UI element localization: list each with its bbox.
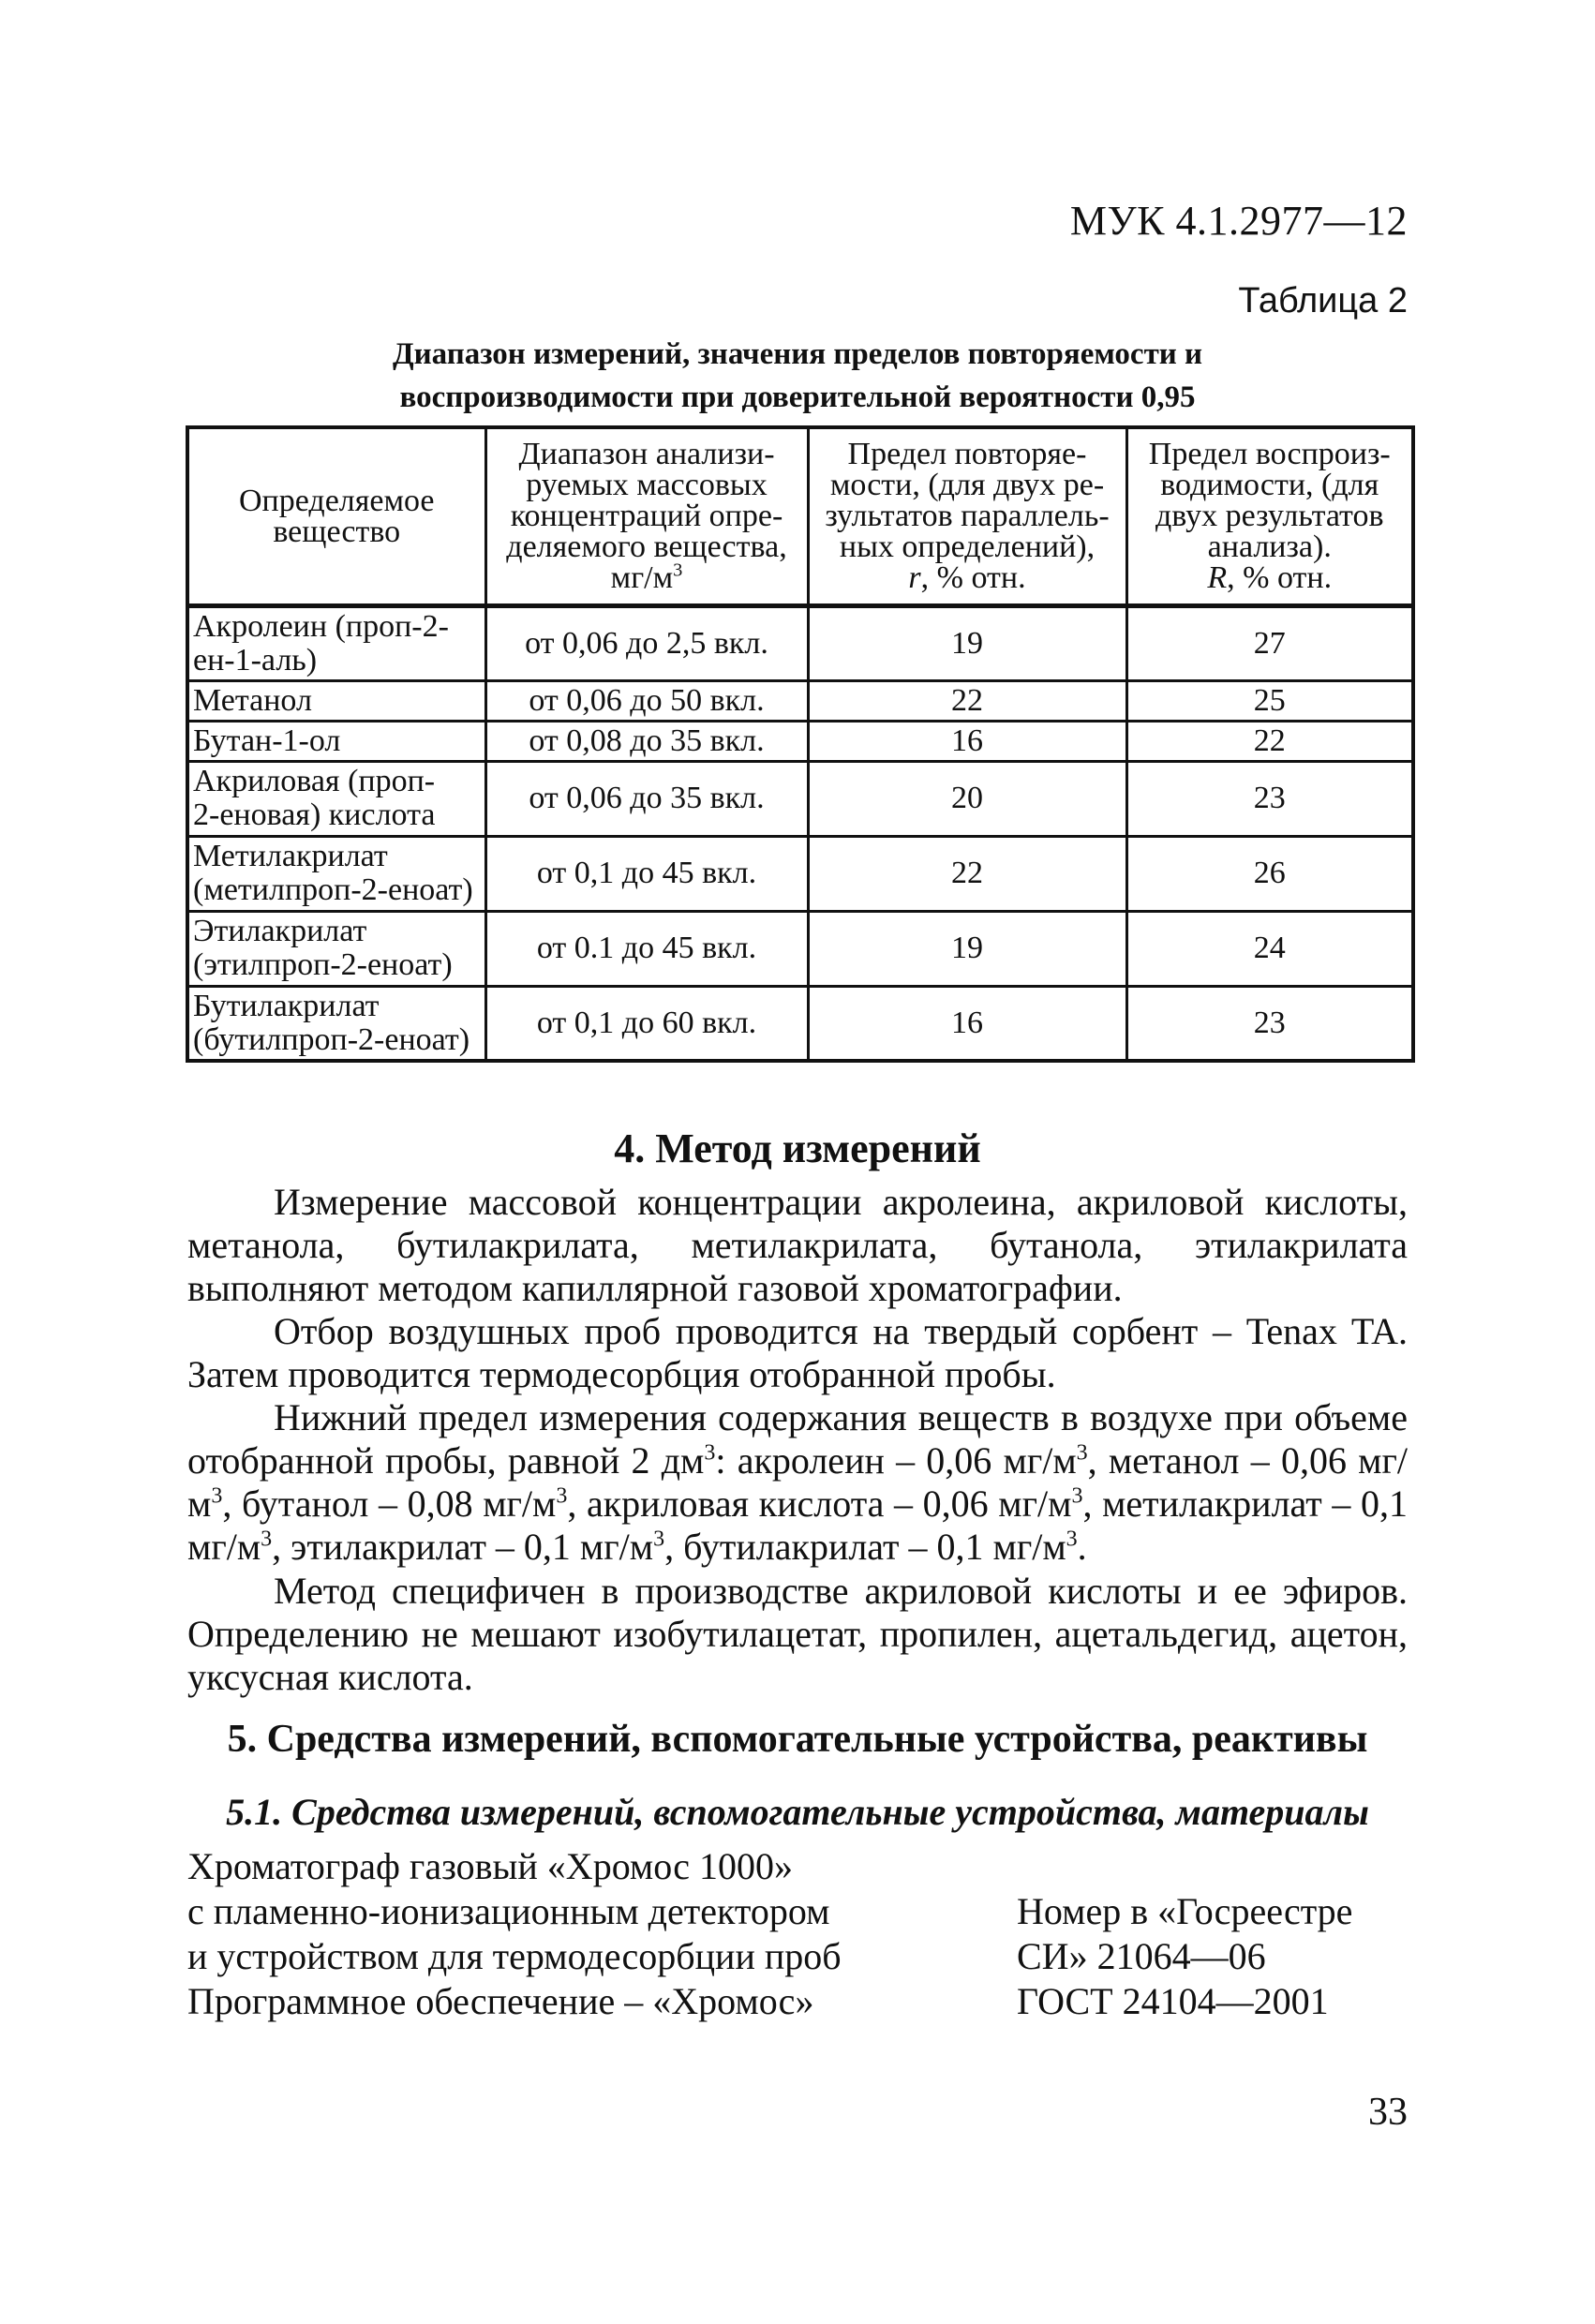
symbol-r: r [908,560,921,596]
text-run: . [1077,1526,1087,1568]
table-title-line: Диапазон измерений, значения пределов повторяемости и [392,337,1203,371]
substance-line: (этилпроп-2-еноат) [193,947,453,982]
substance-line: ен-1-аль) [193,642,318,678]
header-reproducibility-line: двух результатов [1155,499,1384,534]
equipment-list [187,1844,842,2024]
section-5-heading: 5. Средства измерений, вспомогательные устройства, реактивы [227,1718,1368,1761]
substance-line: Этилакрилат [193,914,367,948]
header-repeatability-unit [815,560,1120,596]
substance-cell [187,605,485,680]
substance-line: Акролеин (проп-2- [193,608,449,644]
table-row [187,680,1413,721]
substance-cell [187,986,485,1061]
header-reproducibility-unit [1134,560,1407,596]
table-row [187,986,1413,1061]
range-cell: от 0,08 до 35 вкл. [485,721,808,761]
header-range-line: деляемого вещества, [506,529,787,565]
superscript: 3 [556,1483,568,1509]
header-repeatability-line: мости, (для двух ре- [829,468,1105,503]
repeatability-cell: 22 [808,836,1126,911]
header-repeatability-line: Предел повторяе- [847,437,1087,472]
superscript: 3 [261,1527,273,1552]
paragraph-lower-limit [187,1396,1408,1569]
text-run: , акриловая кислота – 0,06 мг/м [567,1482,1072,1525]
measurement-range-table [186,425,1415,1063]
table-header-row [187,427,1413,605]
table-row [187,721,1413,761]
substance-line: Метилакрилат [193,839,388,873]
header-repeatability [808,427,1126,605]
reproducibility-cell: 26 [1126,836,1413,911]
substance-line: Бутилакрилат [193,988,380,1023]
header-range-line: руемых массовых [526,468,768,503]
repeatability-cell: 22 [808,680,1126,721]
substance-cell [187,761,485,836]
equipment-registry [1017,1889,1352,2024]
table-row [187,605,1413,680]
text-run: : акролеин – 0,06 мг/м [715,1439,1077,1482]
equipment-line: Хроматограф газовый «Хромос 1000» [187,1845,793,1887]
repeatability-cell: 19 [808,605,1126,680]
table-label: Таблица 2 [1238,281,1408,320]
unit-text: , % отн. [920,560,1026,596]
table-title-line: воспроизводимости при доверительной вероятности 0,95 [399,380,1196,414]
substance-cell [187,836,485,911]
equipment-line: с пламенно-ионизационным детектором [187,1890,830,1932]
document-code: МУК 4.1.2977—12 [1069,198,1408,244]
reproducibility-cell: 22 [1126,721,1413,761]
symbol-R: R [1207,560,1228,596]
superscript: 3 [1076,1440,1088,1466]
substance-cell [187,911,485,986]
text-run: , метилакрилат – 0,1 мг/м [187,1482,1408,1568]
substance-line: 2-еновая) кислота [193,797,436,832]
text-run: , бутилакрилат – 0,1 мг/м [664,1526,1066,1568]
equipment-line: Программное обеспечение – «Хромос» [187,1980,814,2022]
header-range-line: Диапазон анализи- [518,437,775,472]
superscript: 3 [1066,1527,1078,1552]
repeatability-cell: 16 [808,986,1126,1061]
header-reproducibility-line: Предел воспроиз- [1148,437,1391,472]
header-reproducibility-line: водимости, (для [1160,468,1379,503]
paragraph-sampling: Отбор воздушных проб проводится на твердый сорбент – Tenax TA. Затем проводится термодесорбция отобранной пробы. [187,1310,1408,1395]
substance-cell: Бутан-1-ол [187,721,485,761]
range-cell: от 0,1 до 60 вкл. [485,986,808,1061]
header-reproducibility-line: анализа). [1207,529,1332,565]
reproducibility-cell: 23 [1126,761,1413,836]
reproducibility-cell: 24 [1126,911,1413,986]
table-row [187,761,1413,836]
paragraph-method: Измерение массовой концентрации акролеина, акриловой кислоты, метанола, бутилакрилата, метилакрилата, бутанола, этилакрилата выполняют методом капиллярной газовой хроматографии. [187,1181,1408,1309]
repeatability-cell: 19 [808,911,1126,986]
reproducibility-cell: 23 [1126,986,1413,1061]
registry-line: Номер в «Госреестре [1017,1890,1353,1932]
text-run: , метанол – 0,06 мг/м [187,1439,1408,1525]
subsection-5-1-heading: 5.1. Средства измерений, вспомогательные устройства, материалы [226,1791,1369,1833]
table-title [187,333,1408,419]
header-substance: Определяемое вещество [187,427,485,605]
substance-line: Акриловая (проп- [193,764,436,798]
unit-text: , % отн. [1227,560,1333,596]
header-repeatability-line: ных определений), [839,529,1096,565]
range-cell: от 0,06 до 2,5 вкл. [485,605,808,680]
header-repeatability-line: зультатов параллель- [825,499,1110,534]
unit-text: мг/м [610,560,674,596]
text-run: Нижний предел измерения содержания веществ в воздухе при объеме отобранной пробы, равной 2 дм [187,1396,1408,1482]
table-row [187,836,1413,911]
unit-superscript: 3 [673,559,683,581]
header-range [485,427,808,605]
page-number: 33 [1368,2091,1408,2134]
superscript: 3 [653,1527,665,1552]
header-reproducibility [1126,427,1413,605]
registry-line: СИ» 21064—06 [1017,1935,1266,1977]
repeatability-cell: 16 [808,721,1126,761]
reproducibility-cell: 27 [1126,605,1413,680]
table-row [187,911,1413,986]
substance-line: (бутилпроп-2-еноат) [193,1021,470,1057]
text-run: , этилакрилат – 0,1 мг/м [272,1526,654,1568]
substance-line: (метилпроп-2-еноат) [193,872,473,907]
range-cell: от 0,06 до 50 вкл. [485,680,808,721]
repeatability-cell: 20 [808,761,1126,836]
range-cell: от 0,1 до 45 вкл. [485,836,808,911]
superscript: 3 [211,1483,223,1509]
superscript: 3 [1071,1483,1083,1509]
paragraph-specificity: Метод специфичен в производстве акриловой кислоты и ее эфиров. Определению не мешают изобутилацетат, пропилен, ацетальдегид, ацетон, уксусная кислота. [187,1570,1408,1698]
equipment-line: и устройством для термодесорбции проб [187,1935,842,1977]
range-cell: от 0.1 до 45 вкл. [485,911,808,986]
header-range-line: концентраций опре- [510,499,783,534]
substance-cell: Метанол [187,680,485,721]
text-run: , бутанол – 0,08 мг/м [222,1482,557,1525]
superscript: 3 [704,1440,716,1466]
range-cell: от 0,06 до 35 вкл. [485,761,808,836]
header-range-unit [493,559,801,596]
section-4-heading: 4. Метод измерений [614,1125,981,1171]
reproducibility-cell: 25 [1126,680,1413,721]
registry-line: ГОСТ 24104—2001 [1017,1980,1329,2022]
